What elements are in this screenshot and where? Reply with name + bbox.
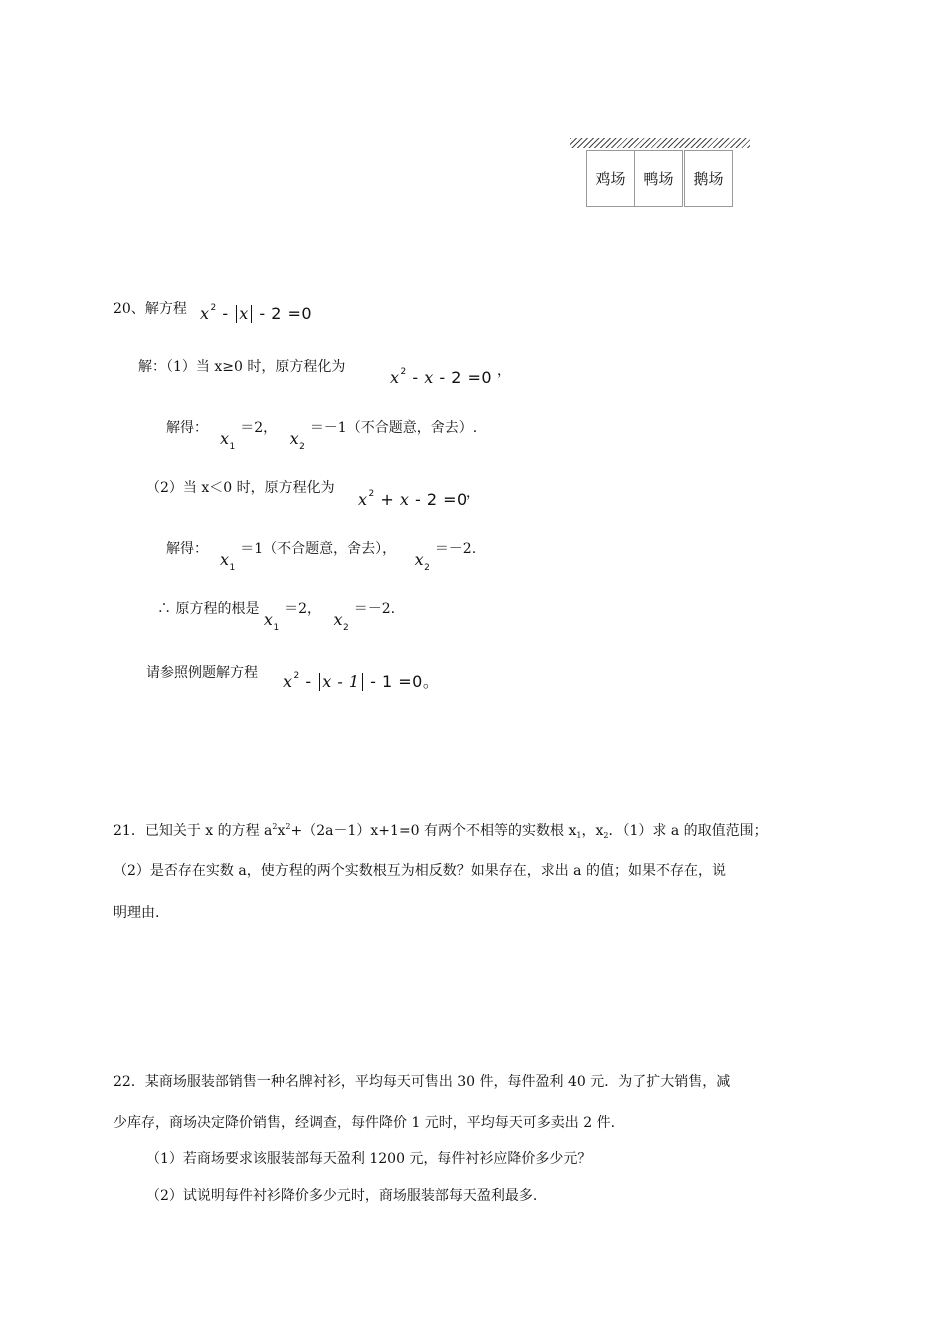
exponent: 2 — [285, 822, 291, 831]
q20-heading — [113, 298, 187, 318]
q20-case2-result — [166, 538, 208, 558]
exponent: 2 — [210, 303, 217, 313]
subscript: 2 — [299, 442, 306, 452]
q21-text: 21．已知关于 x 的方程 a — [113, 823, 273, 839]
var-x: x — [283, 672, 293, 691]
q21-text: +（2a－1）x+1=0 有两个不相等的实数根 x — [290, 823, 577, 839]
q22-part1: （1）若商场要求该服装部每天盈利 1200 元，每件衬衫应降价多少元？ — [146, 1151, 592, 1167]
q21-text: ，x — [581, 823, 604, 839]
subscript: 1 — [273, 623, 280, 633]
operator: - — [412, 368, 425, 387]
operator: - — [305, 672, 312, 691]
var-x: x — [399, 490, 410, 509]
equation-rest: - 1 =0 — [370, 672, 423, 691]
q22-line2: 少库存，商场决定降价销售，经调查，每件降价 1 元时，平均每天可多卖出 2 件. — [113, 1115, 616, 1131]
var-x: x — [424, 368, 434, 387]
q20-case2-roots — [220, 538, 477, 573]
chicken-farm-cell: 鸡场 — [586, 150, 635, 207]
comma: ， — [497, 363, 511, 379]
root-value: ＝－2. — [434, 541, 477, 557]
q21-text: ．（1）求 a 的取值范围； — [608, 823, 768, 839]
q20-task-label: 请参照例题解方程 — [146, 665, 258, 681]
equation-rest: - 2 =0 — [439, 368, 493, 387]
q20-conclusion — [157, 598, 396, 633]
subscript: 2 — [424, 563, 431, 573]
q20-case1-roots — [220, 417, 478, 452]
var-x: x — [390, 368, 400, 387]
q21-text: x — [277, 823, 286, 839]
root-value: ＝－2. — [353, 601, 396, 617]
root-value: ＝2， — [284, 601, 322, 617]
equation-rest: - 2 =0 — [414, 490, 468, 509]
comma: ， — [466, 485, 480, 501]
var-x: x — [239, 304, 249, 323]
exponent: 2 — [368, 489, 375, 499]
var-x: x — [263, 610, 274, 629]
root-value: ＝1（不合题意，舍去）， — [240, 541, 397, 557]
result-label: 解得： — [166, 541, 208, 557]
therefore-text: ∴ 原方程的根是 — [157, 601, 260, 617]
q21-line3: 明理由. — [113, 905, 160, 921]
result-label: 解得： — [166, 420, 208, 436]
exponent: 2 — [293, 671, 300, 681]
var-x: x — [289, 429, 300, 448]
var-x: x — [333, 610, 344, 629]
q21-line1 — [113, 820, 768, 840]
q22-part2: （2）试说明每件衬衫降价多少元时，商场服装部每天盈利最多. — [146, 1188, 538, 1204]
subscript: 1 — [229, 563, 236, 573]
q20-solution-label: 解：（1）当 x≥0 时，原方程化为 — [138, 359, 346, 375]
operator: - — [222, 304, 229, 323]
operator: + — [380, 490, 400, 509]
root-value: ＝－1（不合题意，舍去）. — [309, 420, 478, 436]
subscript: 1 — [229, 442, 236, 452]
q20-case1-equation — [390, 367, 492, 387]
abs-content: x - 1 — [322, 672, 360, 691]
var-x: x — [358, 490, 368, 509]
subscript: 1 — [576, 831, 582, 840]
subscript: 2 — [343, 623, 350, 633]
exponent: 2 — [400, 367, 407, 377]
root-value: ＝2， — [240, 420, 278, 436]
q20-case2-equation — [358, 489, 468, 509]
farm-diagram — [570, 138, 752, 210]
exponent: 2 — [272, 822, 278, 831]
q20-case2-label: （2）当 x＜0 时，原方程化为 — [146, 480, 335, 496]
q20-title: 20、解方程 — [113, 301, 187, 317]
q22-line1: 22．某商场服装部销售一种名牌衬衫，平均每天可售出 30 件，每件盈利 40 元．为了扩大销售，减 — [113, 1074, 731, 1090]
q20-equation — [200, 303, 312, 323]
wall-hatching — [570, 138, 750, 148]
q20-case1-result — [166, 417, 208, 437]
abs-bar-right — [251, 305, 252, 323]
var-x: x — [200, 304, 210, 323]
abs-bar-left — [319, 673, 320, 691]
abs-bar-left — [236, 305, 237, 323]
var-x: x — [220, 550, 230, 569]
duck-farm-cell: 鸭场 — [634, 150, 683, 207]
q21-line2: （2）是否存在实数 a，使方程的两个实数根互为相反数？如果存在，求出 a 的值；如果不存在，说 — [113, 863, 726, 879]
subscript: 2 — [603, 831, 609, 840]
var-x: x — [220, 429, 230, 448]
goose-farm-cell: 鹅场 — [684, 150, 733, 207]
abs-bar-right — [362, 673, 363, 691]
var-x: x — [414, 550, 425, 569]
equation-rest: - 2 =0 — [259, 304, 313, 323]
q20-task-equation — [283, 669, 439, 692]
period: 。 — [422, 672, 440, 691]
